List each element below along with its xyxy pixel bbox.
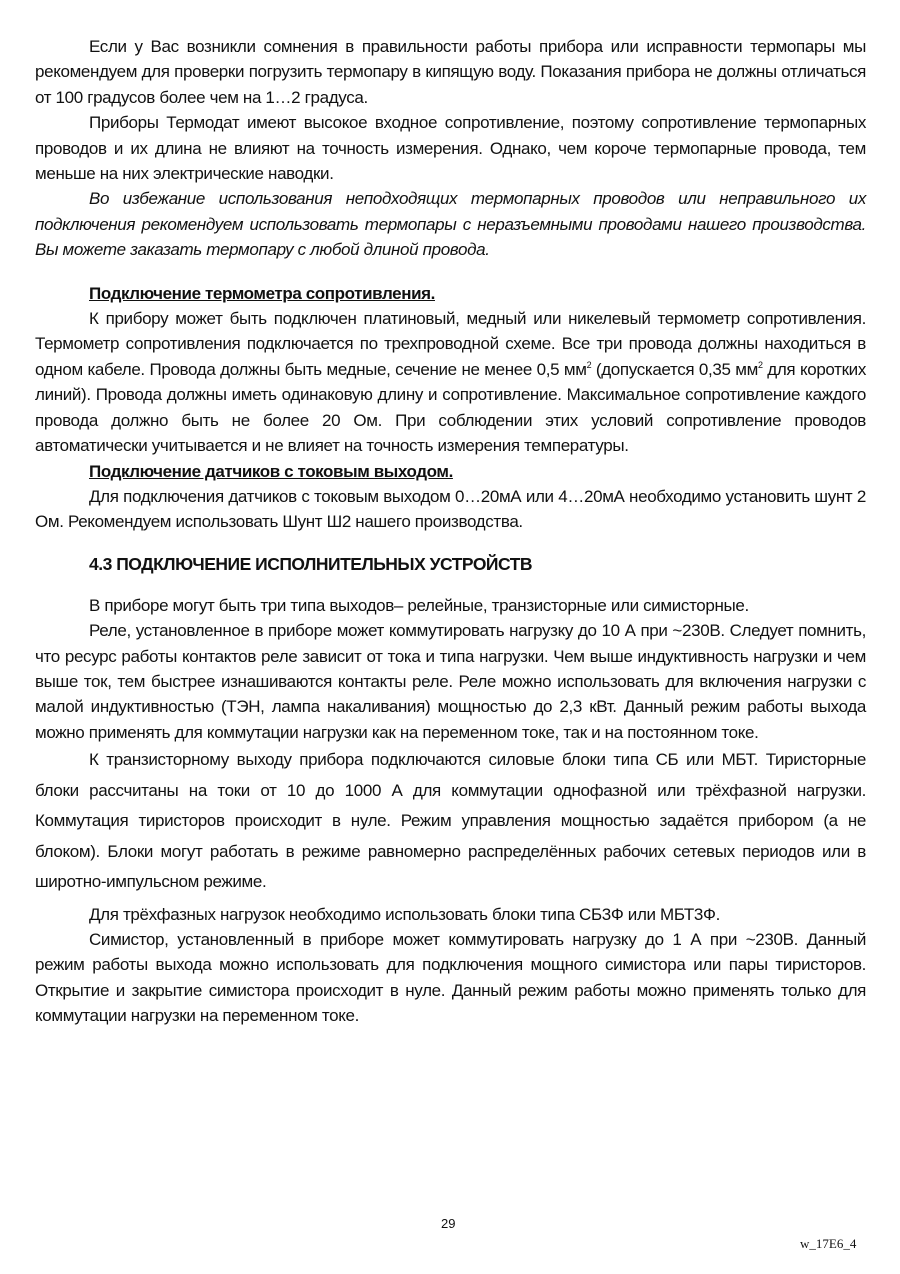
paragraph-input-resistance: Приборы Термодат имеют высокое входное сопротивление, поэтому сопротивление термопарных проводов и их длина не влияют на точность измерения. Однако, чем короче термопарные провода, тем меньше на них электрические наводки. (35, 113, 866, 184)
section-heading-4-3: 4.3 ПОДКЛЮЧЕНИЕ ИСПОЛНИТЕЛЬНЫХ УСТРОЙСТВ (89, 553, 533, 574)
rtd-text-3: для коротких линий). Провода должны иметь одинаковую длину и сопротивление. Максимальное сопротивление каждого провода должно быть не более 20 Ом. При соблюдении этих условий сопротивление проводов автоматически учитывается и не влияет на точность измерения температуры. (35, 359, 866, 456)
paragraph-current-sensors: Для подключения датчиков с токовым выходом 0…20мА или 4…20мА необходимо установить шунт 2 Ом. Рекомендуем использовать Шунт Ш2 нашего производства. (35, 486, 866, 532)
rtd-text-2: (допускается 0,35 мм (591, 359, 758, 379)
paragraph-triac: Симистор, установленный в приборе может коммутировать нагрузку до 1 А при ~230В. Данный режим работы выхода можно использовать для подключения мощного симистора или пары тиристоров. Открытие и закрытие симистора происходит в нуле. Данный режим работы можно применять только для коммутации нагрузки на переменном токе. (35, 930, 866, 1026)
rtd-text-1: К прибору может быть подключен платиновый, медный или никелевый термометр сопротивления. Термометр сопротивления подключается по трехпроводной схеме. Все три провода должны находиться в одном кабеле. Провода должны быть медные, сечение не менее 0,5 мм (35, 309, 866, 379)
paragraph-thermocouple-check: Если у Вас возникли сомнения в правильности работы прибора или исправности термопары мы рекомендуем для проверки погрузить термопару в кипящую воду. Показания прибора не должны отличаться от 100 градусов более чем на 1…2 градуса. (35, 37, 866, 107)
document-code: w_17E6_4 (800, 1236, 857, 1251)
superscript-2: 2 (757, 359, 763, 370)
paragraph-relay: Реле, установленное в приборе может коммутировать нагрузку до 10 А при ~230В. Следует помнить, что ресурс работы контактов реле зависит от тока и типа нагрузки. Чем выше индуктивность нагрузки и чем выше ток, тем быстрее изнашиваются контакты реле. Реле можно использовать для включения нагрузки с малой индуктивностью (ТЭН, лампа накаливания) мощностью до 2,3 кВт. Данный режим работы выхода можно применять для коммутации нагрузки как на переменном токе, так и на постоянном токе. (35, 621, 866, 742)
paragraph-output-types: В приборе могут быть три типа выходов– релейные, транзисторные или симисторные. (89, 595, 749, 615)
document-page (35, 34, 866, 1029)
heading-current-sensors: Подключение датчиков с токовым выходом. (89, 461, 453, 481)
page-number: 29 (441, 1216, 456, 1231)
paragraph-transistor: К транзисторному выходу прибора подключаются силовые блоки типа СБ или МБТ. Тиристорные блоки рассчитаны на токи от 10 до 1000 А для коммутации однофазной или трёхфазной нагрузки. Коммутация тиристоров происходит в нуле. Режим управления мощностью задаётся прибором (а не блоком). Блоки могут работать в режиме равномерно распределённых рабочих сетевых периодов или в широтно-импульсном режиме. (35, 750, 866, 892)
paragraph-three-phase: Для трёхфазных нагрузок необходимо использовать блоки типа СБ3Ф или МБТ3Ф. (89, 904, 720, 924)
heading-rtd-connection: Подключение термометра сопротивления. (89, 283, 435, 303)
paragraph-recommendation-italic: Во избежание использования неподходящих термопарных проводов или неправильного их подключения рекомендуем использовать термопары с неразъемными проводами нашего производства. Вы можете заказать термопару с любой длиной провода. (35, 189, 866, 260)
spacer (35, 535, 866, 551)
spacer (35, 263, 866, 281)
paragraph-rtd (35, 306, 866, 458)
spacer (35, 577, 866, 593)
superscript-2: 2 (586, 359, 592, 370)
